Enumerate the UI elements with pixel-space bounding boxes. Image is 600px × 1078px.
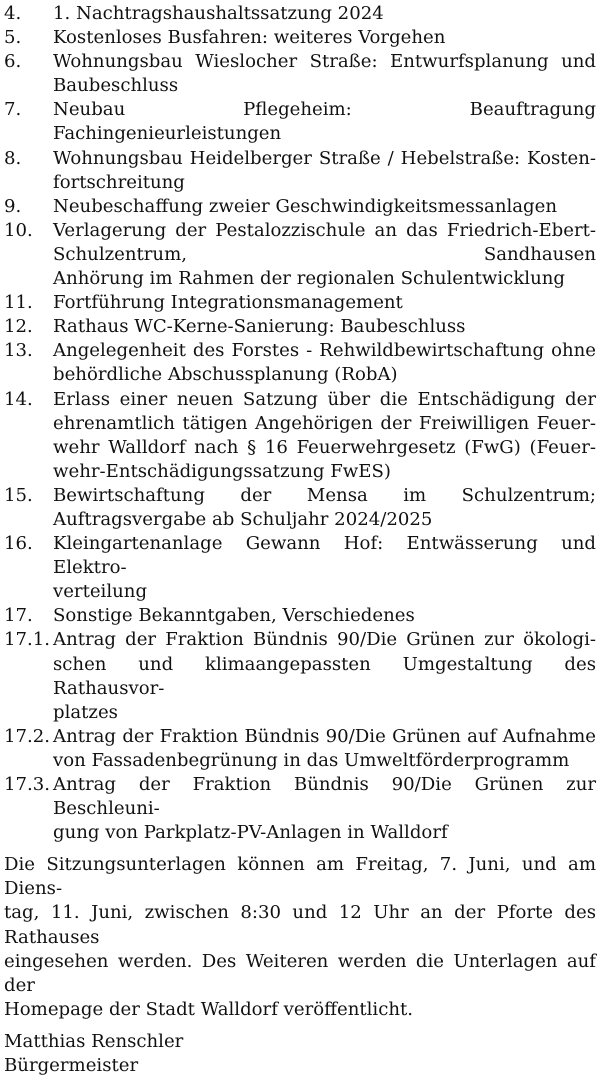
agenda-item-line: von Fassadenbegrünung in das Umweltförderprogramm [53,749,570,771]
agenda-item-line: Wohnungsbau Heidelberger Straße / Hebelstraße: Kosten- [53,147,596,169]
agenda-item [4,98,596,146]
agenda-list [4,2,596,845]
agenda-item-line: gung von Parkplatz-PV-Anlagen in Walldorf [53,822,448,844]
agenda-item-line: Schulzentrum, Sandhausen [53,243,596,265]
agenda-item-number: 17.1. [4,629,51,651]
agenda-item-line: schen und klimaangepassten Umgestaltung des Rathausvor- [53,653,596,699]
agenda-item-line: Anhörung im Rahmen der regionalen Schulentwicklung [53,268,565,290]
agenda-item-line: Angelegenheit des Forstes - Rehwildbewirtschaftung ohne [53,340,596,362]
agenda-item [4,604,596,628]
agenda-item-text [53,291,596,315]
agenda-item-line: ehrenamtlich tätigen Angehörigen der Freiwilligen Feuer- [53,412,596,434]
agenda-item [4,219,596,291]
agenda-item-text [53,2,596,26]
notice-line: tag, 11. Juni, zwischen 8:30 und 12 Uhr an der Pforte des Rathauses [4,902,596,948]
agenda-item-line: Auftragsvergabe ab Schuljahr 2024/2025 [53,508,433,530]
agenda-item-number: 11. [4,292,33,314]
agenda-item-number: 10. [4,219,33,241]
agenda-item-line: Wohnungsbau Wieslocher Straße: Entwurfsplanung und [53,51,596,73]
agenda-item-line: Erlass einer neuen Satzung über die Entschädigung der [53,388,596,410]
agenda-item-line: wehr Walldorf nach § 16 Feuerwehrgesetz (FwG) (Feuer- [53,436,596,458]
notice-line: eingesehen werden. Des Weiteren werden die Unterlagen auf der [4,950,596,996]
agenda-item-number: 7. [4,99,22,121]
notice-line: Die Sitzungsunterlagen können am Freitag, 7. Juni, und am Diens- [4,854,596,900]
agenda-item-text [53,50,596,98]
agenda-item-number: 16. [4,533,33,555]
agenda-item-text [53,26,596,50]
agenda-item-line: Rathaus WC-Kerne-Sanierung: Baubeschluss [53,316,466,338]
agenda-item-line: Bewirtschaftung der Mensa im Schulzentrum; [53,484,596,506]
agenda-item-line: Baubeschluss [53,75,179,97]
agenda-item-text [53,98,596,146]
agenda-item [4,532,596,604]
agenda-item-line: Fortführung Integrationsmanagement [53,292,403,314]
agenda-item-number: 12. [4,316,33,338]
agenda-item-line: Kleingartenanlage Gewann Hof: Entwässerung und Elektro- [53,533,596,579]
agenda-item-number: 17. [4,605,33,627]
notice-paragraph [4,853,596,1022]
signature-block [4,1030,596,1078]
agenda-item-text [53,147,596,195]
agenda-item-text [53,219,596,291]
agenda-item [4,388,596,484]
agenda-item-line: Neubeschaffung zweier Geschwindigkeitsmessanlagen [53,195,557,217]
agenda-item-number: 4. [4,3,22,24]
agenda-item-text [53,725,596,773]
agenda-item-number: 17.2. [4,725,51,747]
agenda-item-line: Antrag der Fraktion Bündnis 90/Die Grünen auf Aufnahme [53,725,596,747]
agenda-item [4,26,596,50]
agenda-item-line: 1. Nachtragshaushaltssatzung 2024 [53,3,384,24]
agenda-item [4,339,596,387]
agenda-item-line: Neubau Pflegeheim: Beauftragung Fachingenieurleistungen [53,99,596,145]
agenda-item-number: 5. [4,27,22,49]
agenda-item-text [53,532,596,604]
agenda-item-number: 15. [4,484,33,506]
agenda-item [4,725,596,773]
agenda-item [4,628,596,724]
agenda-item-line: wehr-Entschädigungssatzung FwES) [53,460,391,482]
agenda-item [4,195,596,219]
agenda-item [4,2,596,26]
agenda-item-text [53,195,596,219]
agenda-item-text [53,315,596,339]
agenda-item-line: Kostenloses Busfahren: weiteres Vorgehen [53,27,446,49]
agenda-item-text [53,484,596,532]
agenda-item-line: behördliche Abschussplanung (RobA) [53,364,398,386]
agenda-item [4,147,596,195]
agenda-item [4,773,596,845]
agenda-item-number: 8. [4,147,22,169]
agenda-item-text [53,388,596,484]
agenda-item-number: 14. [4,388,33,410]
notice-line: Homepage der Stadt Walldorf veröffentlicht. [4,998,413,1020]
agenda-item-text [53,339,596,387]
agenda-item-number: 6. [4,51,22,73]
agenda-item-line: Sonstige Bekanntgaben, Verschiedenes [53,605,415,627]
agenda-item [4,50,596,98]
signature-title: Bürgermeister [4,1055,139,1077]
agenda-item [4,484,596,532]
agenda-item-number: 17.3. [4,774,51,795]
agenda-item-line: verteilung [53,581,148,603]
agenda-item-number: 13. [4,340,33,362]
agenda-item [4,315,596,339]
agenda-item-line: Antrag der Fraktion Bündnis 90/Die Grünen zur ökologi- [53,629,596,651]
agenda-item-line: fortschreitung [53,171,185,193]
agenda-item-text [53,773,596,845]
agenda-item-line: Verlagerung der Pestalozzischule an das Friedrich-Ebert- [53,219,596,241]
agenda-item-line: platzes [53,701,118,723]
signature-name: Matthias Renschler [4,1030,184,1052]
agenda-item-text [53,628,596,724]
agenda-item-line: Antrag der Fraktion Bündnis 90/Die Grünen zur Beschleuni- [53,774,596,820]
agenda-item [4,291,596,315]
agenda-item-number: 9. [4,195,22,217]
agenda-item-text [53,604,596,628]
